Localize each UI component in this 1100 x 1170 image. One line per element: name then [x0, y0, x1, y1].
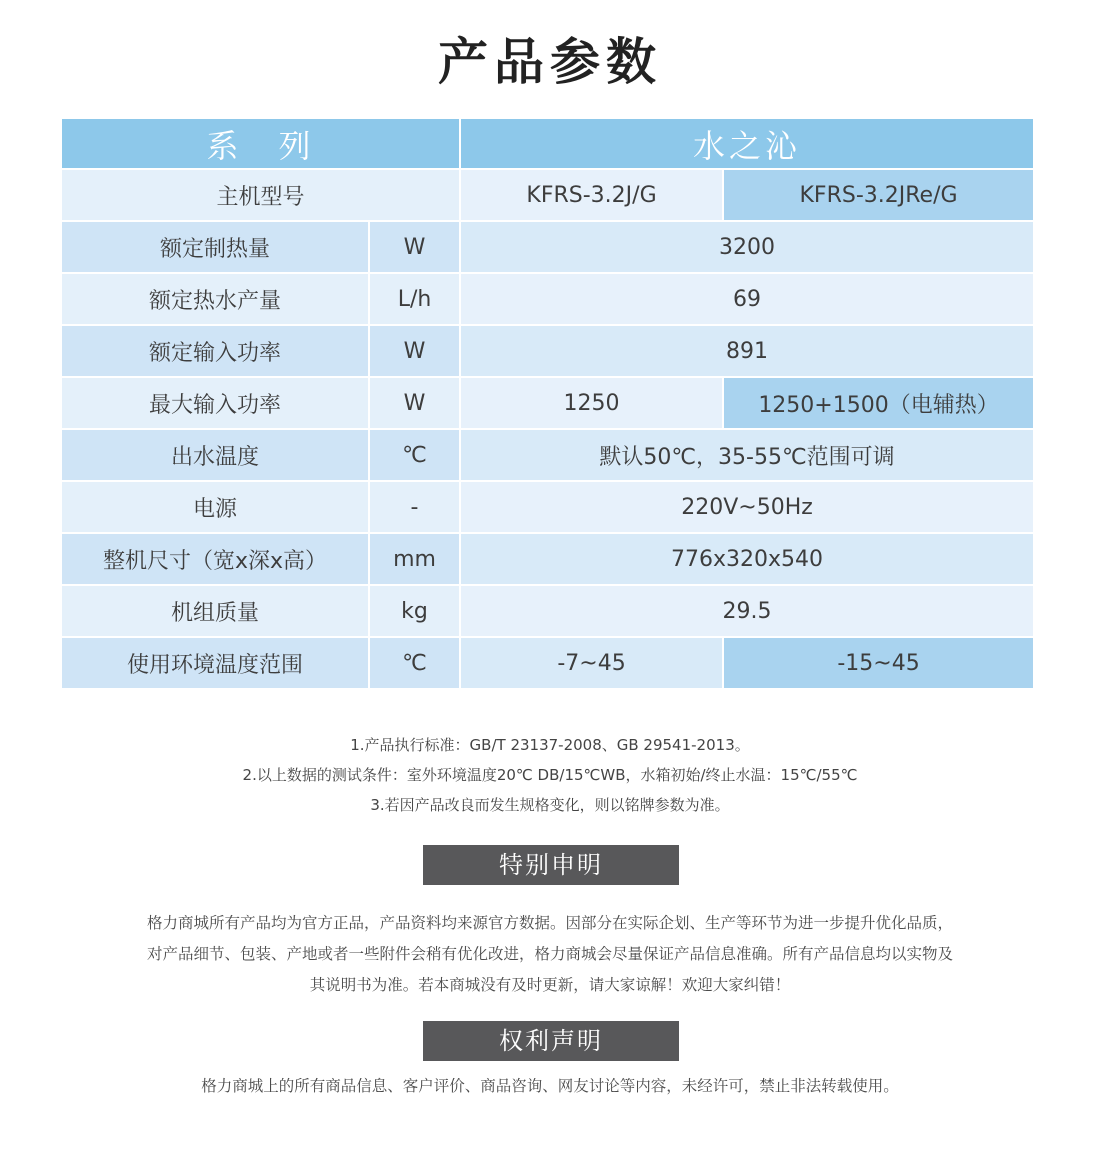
footnote: 3.若因产品改良而发生规格变化，则以铭牌参数为准。: [370, 796, 730, 814]
row-value-a: -7~45: [461, 638, 724, 690]
table-row: [62, 430, 1035, 482]
row-value: 3200: [461, 222, 1035, 274]
table-row: [62, 222, 1035, 274]
row-label: 额定输入功率: [62, 326, 370, 378]
row-label: 最大输入功率: [62, 378, 370, 430]
row-unit: mm: [370, 534, 461, 586]
model-label: 主机型号: [62, 170, 461, 222]
page-title: 产品参数: [438, 33, 662, 91]
row-value-b: 1250+1500（电辅热）: [724, 378, 1035, 430]
row-unit: -: [370, 482, 461, 534]
row-value-a: 1250: [461, 378, 724, 430]
row-unit: W: [370, 222, 461, 274]
row-value: 776x320x540: [461, 534, 1035, 586]
paragraph-line: 其说明书为准。若本商城没有及时更新，请大家谅解！欢迎大家纠错！: [309, 976, 791, 994]
row-unit: kg: [370, 586, 461, 638]
series-value: 水之沁: [461, 119, 1035, 170]
row-unit: W: [370, 326, 461, 378]
table-row: [62, 638, 1035, 690]
table-row: [62, 534, 1035, 586]
row-label: 电源: [62, 482, 370, 534]
model-a: KFRS-3.2J/G: [461, 170, 724, 222]
table-row: [62, 586, 1035, 638]
row-value-b: -15~45: [724, 638, 1035, 690]
table-row: [62, 482, 1035, 534]
paragraph-line: 格力商城上的所有商品信息、客户评价、商品咨询、网友讨论等内容，未经许可，禁止非法转载使用。: [201, 1077, 899, 1095]
table-row: [62, 274, 1035, 326]
footnotes: [0, 730, 1100, 820]
rights-statement-heading: 权利声明: [423, 1021, 679, 1061]
spec-table: [62, 119, 1035, 690]
model-b: KFRS-3.2JRe/G: [724, 170, 1035, 222]
row-label: 额定制热量: [62, 222, 370, 274]
row-unit: ℃: [370, 638, 461, 690]
row-unit: W: [370, 378, 461, 430]
footnote: 1.产品执行标准：GB/T 23137-2008、GB 29541-2013。: [350, 736, 750, 754]
table-header-row: [62, 119, 1035, 170]
row-label: 整机尺寸（宽x深x高）: [62, 534, 370, 586]
row-label: 使用环境温度范围: [62, 638, 370, 690]
paragraph-line: 格力商城所有产品均为官方正品，产品资料均来源官方数据。因部分在实际企划、生产等环节为进一步提升优化品质，: [146, 914, 953, 932]
row-value: 69: [461, 274, 1035, 326]
rights-statement-text: [0, 1071, 1100, 1102]
special-statement-text: [0, 908, 1100, 1001]
row-value: 默认50℃，35-55℃范围可调: [461, 430, 1035, 482]
series-label: 系 列: [62, 119, 461, 170]
row-unit: L/h: [370, 274, 461, 326]
row-value: 220V~50Hz: [461, 482, 1035, 534]
special-statement-heading: 特别申明: [423, 845, 679, 885]
row-label: 额定热水产量: [62, 274, 370, 326]
row-value: 891: [461, 326, 1035, 378]
model-row: [62, 170, 1035, 222]
row-unit: ℃: [370, 430, 461, 482]
paragraph-line: 对产品细节、包装、产地或者一些附件会稍有优化改进，格力商城会尽量保证产品信息准确。所有产品信息均以实物及: [146, 945, 953, 963]
footnote: 2.以上数据的测试条件：室外环境温度20℃ DB/15℃WB，水箱初始/终止水温：15℃/55℃: [242, 766, 858, 784]
table-row: [62, 378, 1035, 430]
table-row: [62, 326, 1035, 378]
row-value: 29.5: [461, 586, 1035, 638]
row-label: 出水温度: [62, 430, 370, 482]
row-label: 机组质量: [62, 586, 370, 638]
